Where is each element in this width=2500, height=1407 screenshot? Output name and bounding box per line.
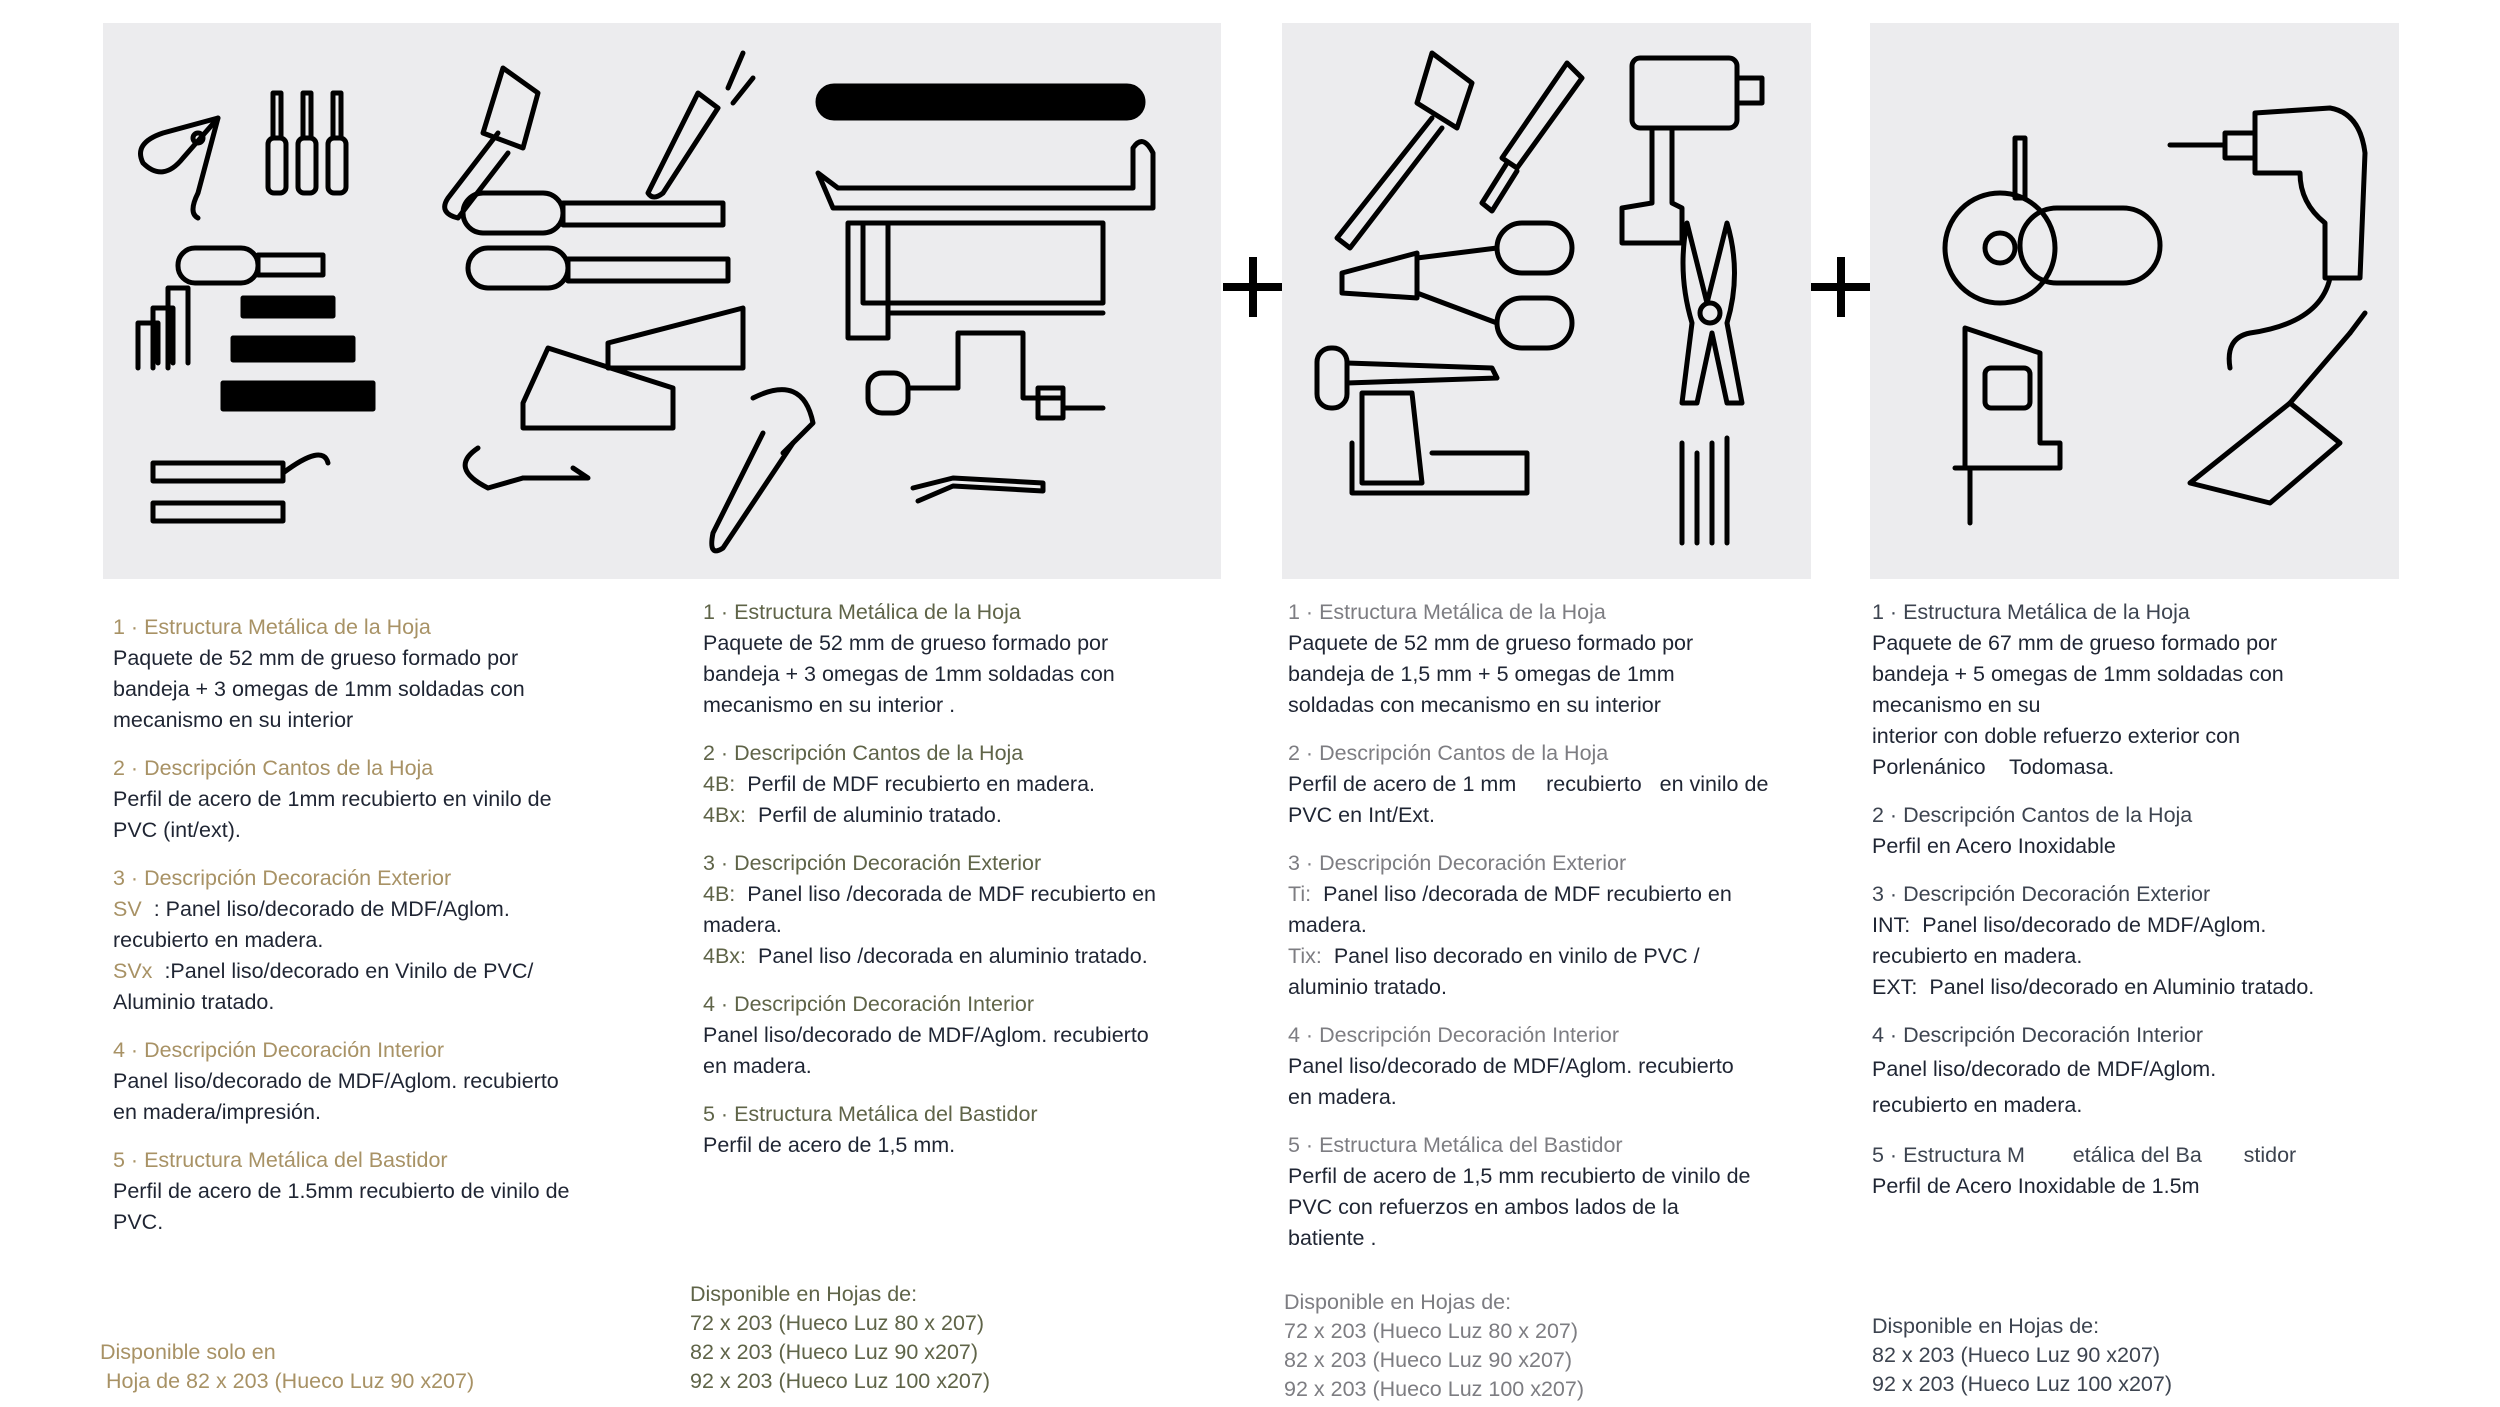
section-item <box>1288 941 1808 1003</box>
spec-section-3 <box>113 863 633 1018</box>
item-label: INT: <box>1872 913 1911 937</box>
section-heading: 3 · Descripción Decoración Exterior <box>703 851 1042 875</box>
section-body: Perfil de acero de 1 mm recubierto en vinilo de PVC en Int/Ext. <box>1288 772 1769 827</box>
section-heading: 2 · Descripción Cantos de la Hoja <box>703 741 1024 765</box>
section-body: Paquete de 52 mm de grueso formado por bandeja de 1,5 mm + 5 omegas de 1mm soldadas con mecanismo en su interior <box>1288 631 1694 717</box>
availability-size: 92 x 203 (Hueco Luz 100 x207) <box>1872 1372 2173 1396</box>
availability-size: 72 x 203 (Hueco Luz 80 x 207) <box>690 1311 985 1335</box>
section-body: Panel liso/decorado de MDF/Aglom. recubierto en madera/impresión. <box>113 1069 559 1124</box>
section-heading: 3 · Descripción Decoración Exterior <box>1288 851 1627 875</box>
availability-block <box>1872 1312 2172 1399</box>
availability-size: 82 x 203 (Hueco Luz 90 x207) <box>690 1340 979 1364</box>
section-body: Perfil de acero de 1.5mm recubierto de vinilo de PVC. <box>113 1179 570 1234</box>
section-heading: 1 · Estructura Metálica de la Hoja <box>703 600 1021 624</box>
availability-title: Disponible solo en <box>100 1340 276 1364</box>
bolt-cutter-icon <box>1342 223 1572 348</box>
availability-title: Disponible en Hojas de: <box>690 1282 918 1306</box>
item-text: Panel liso decorado en vinilo de PVC / aluminio tratado. <box>1288 944 1700 999</box>
availability-size: 92 x 203 (Hueco Luz 100 x207) <box>690 1369 991 1393</box>
spec-section-3 <box>1872 879 2392 1003</box>
item-label: 4Bx: <box>703 803 747 827</box>
section-body: Perfil de acero de 1mm recubierto en vinilo de PVC (int/ext). <box>113 787 552 842</box>
spec-section-1 <box>703 597 1223 721</box>
section-heading: 3 · Descripción Decoración Exterior <box>113 866 452 890</box>
jigsaw-icon <box>1955 328 2060 523</box>
plus-icon <box>1223 257 1283 317</box>
section-heading: 2 · Descripción Cantos de la Hoja <box>1872 803 2193 827</box>
section-item <box>1288 879 1808 941</box>
section-heading: 1 · Estructura Metálica de la Hoja <box>1288 600 1606 624</box>
tweezers-icon <box>913 478 1043 501</box>
chisel-icon <box>1482 63 1582 211</box>
item-text: Perfil de MDF recubierto en madera. <box>747 772 1096 796</box>
section-item <box>703 879 1223 941</box>
cutting-pliers-icon <box>465 448 588 488</box>
availability-block <box>100 1338 474 1396</box>
availability-block <box>1284 1288 1584 1404</box>
availability-title: Disponible en Hojas de: <box>1284 1290 1512 1314</box>
item-label: SV <box>113 897 142 921</box>
item-text: :Panel liso/decorado en Vinilo de PVC/ Aluminio tratado. <box>113 959 534 1014</box>
section-body: Paquete de 67 mm de grueso formado por bandeja + 5 omegas de 1mm soldadas con mecanismo en su interior con doble refuerzo exterior con Porlenánico Todomasa. <box>1872 631 2284 779</box>
availability-size: Hoja de 82 x 203 (Hueco Luz 90 x207) <box>100 1369 475 1393</box>
item-text: Panel liso /decorada de MDF recubierto en madera. <box>703 882 1157 937</box>
rotary-hammer-icon <box>2190 313 2365 503</box>
section-body: Panel liso/decorado de MDF/Aglom. recubierto en madera. <box>1872 1057 2217 1117</box>
spec-section-4 <box>1288 1020 1808 1113</box>
section-heading: 4 · Descripción Decoración Interior <box>1288 1023 1619 1047</box>
section-body: Panel liso/decorado de MDF/Aglom. recubierto en madera. <box>703 1023 1149 1078</box>
wedge-icon <box>523 308 743 428</box>
section-body: Paquete de 52 mm de grueso formado por bandeja + 3 omegas de 1mm soldadas con mecanismo en su interior . <box>703 631 1115 717</box>
availability-size: 72 x 203 (Hueco Luz 80 x 207) <box>1284 1319 1579 1343</box>
spec-section-5 <box>1872 1140 2392 1202</box>
spec-section-1 <box>1288 597 1808 721</box>
section-heading: 2 · Descripción Cantos de la Hoja <box>113 756 434 780</box>
item-text: Panel liso/decorado en Aluminio tratado. <box>1929 975 2315 999</box>
heavy-tools-illustration <box>1282 23 1811 579</box>
spec-section-5 <box>113 1145 633 1238</box>
hand-tools-panel <box>103 23 1221 579</box>
item-label: SVx <box>113 959 153 983</box>
hacksaw-icon <box>848 223 1103 338</box>
spec-section-4 <box>1872 1020 2392 1123</box>
section-body: Perfil en Acero Inoxidable <box>1872 834 2116 858</box>
spec-section-5 <box>1288 1130 1808 1254</box>
flashlight-icon <box>648 53 753 197</box>
hammer-icon <box>712 390 813 551</box>
power-tools-illustration <box>1870 23 2399 579</box>
section-heading: 1 · Estructura Metálica de la Hoja <box>1872 600 2190 624</box>
section-body: Panel liso/decorado de MDF/Aglom. recubierto en madera. <box>1288 1054 1734 1109</box>
item-label: 4Bx: <box>703 944 747 968</box>
power-tools-panel <box>1870 23 2399 579</box>
section-heading: 4 · Descripción Decoración Interior <box>1872 1023 2203 1047</box>
availability-block <box>690 1280 990 1396</box>
crowbar-icon <box>818 142 1153 208</box>
section-heading: 3 · Descripción Decoración Exterior <box>1872 882 2211 906</box>
item-text: Perfil de aluminio tratado. <box>758 803 1002 827</box>
spec-section-5 <box>703 1099 1223 1161</box>
cordless-drill-icon <box>1622 58 1762 243</box>
section-body: Perfil de acero de 1,5 mm recubierto de vinilo de PVC con refuerzos en ambos lados de la batiente . <box>1288 1164 1751 1250</box>
section-heading: 1 · Estructura Metálica de la Hoja <box>113 615 431 639</box>
pruning-shears-icon <box>1682 223 1742 403</box>
spec-section-1 <box>113 612 633 736</box>
hex-key-set-icon <box>138 288 188 368</box>
section-item <box>1872 972 2392 1003</box>
spec-section-2 <box>703 738 1223 831</box>
pipe-icon <box>818 86 1143 118</box>
section-heading: 4 · Descripción Decoración Interior <box>113 1038 444 1062</box>
section-item <box>703 800 1223 831</box>
drill-bits-icon <box>1682 438 1727 543</box>
item-text: : Panel liso/decorado de MDF/Aglom. recubierto en madera. <box>113 897 510 952</box>
section-heading: 5 · Estructura Metálica del Bastidor <box>1288 1133 1623 1157</box>
spec-column-1 <box>113 612 633 1255</box>
adjustable-pliers-icon <box>153 455 328 521</box>
spec-section-4 <box>113 1035 633 1128</box>
screwdriver-icon <box>178 193 728 288</box>
spec-section-4 <box>703 989 1223 1082</box>
electric-drill-icon <box>2170 108 2365 368</box>
pliers-icon <box>141 118 219 218</box>
spec-column-2 <box>703 597 1223 1178</box>
section-body: Perfil de Acero Inoxidable de 1.5m <box>1872 1174 2200 1198</box>
spec-section-2 <box>113 753 633 846</box>
item-label: Ti: <box>1288 882 1312 906</box>
heavy-tools-panel <box>1282 23 1811 579</box>
item-label: 4B: <box>703 882 736 906</box>
availability-title: Disponible en Hojas de: <box>1872 1314 2100 1338</box>
spec-section-3 <box>1288 848 1808 1003</box>
item-label: 4B: <box>703 772 736 796</box>
angle-grinder-icon <box>1945 138 2160 303</box>
spec-section-2 <box>1288 738 1808 831</box>
plus-icon <box>1811 257 1871 317</box>
spec-section-2 <box>1872 800 2392 862</box>
item-label: EXT: <box>1872 975 1918 999</box>
item-label: Tix: <box>1288 944 1322 968</box>
spec-section-1 <box>1872 597 2392 783</box>
section-heading: 2 · Descripción Cantos de la Hoja <box>1288 741 1609 765</box>
availability-size: 82 x 203 (Hueco Luz 90 x207) <box>1284 1348 1573 1372</box>
section-body: Perfil de acero de 1,5 mm. <box>703 1133 956 1157</box>
wrench-set-icon <box>223 298 373 409</box>
vise-icon <box>1317 348 1527 493</box>
spec-section-3 <box>703 848 1223 972</box>
section-item <box>703 941 1223 972</box>
item-text: Panel liso /decorada de MDF recubierto en madera. <box>1288 882 1732 937</box>
spec-column-3 <box>1288 597 1808 1271</box>
section-heading: 5 · Estructura Metálica del Bastidor <box>703 1102 1038 1126</box>
section-heading: 5 · Estructura M etálica del Ba stidor <box>1872 1143 2297 1167</box>
section-item <box>703 769 1223 800</box>
hand-tools-illustration <box>103 23 1221 579</box>
screwdriver-set-icon <box>268 93 346 193</box>
section-body: Paquete de 52 mm de grueso formado por bandeja + 3 omegas de 1mm soldadas con mecanismo en su interior <box>113 646 525 732</box>
sledgehammer-icon <box>1337 53 1472 248</box>
section-item <box>113 894 633 956</box>
availability-size: 82 x 203 (Hueco Luz 90 x207) <box>1872 1343 2161 1367</box>
hand-drill-icon <box>868 333 1103 418</box>
section-heading: 5 · Estructura Metálica del Bastidor <box>113 1148 448 1172</box>
section-heading: 4 · Descripción Decoración Interior <box>703 992 1034 1016</box>
spec-column-4 <box>1872 597 2392 1219</box>
item-text: Panel liso /decorada en aluminio tratado. <box>758 944 1148 968</box>
section-item <box>1872 910 2392 972</box>
availability-size: 92 x 203 (Hueco Luz 100 x207) <box>1284 1377 1585 1401</box>
item-text: Panel liso/decorado de MDF/Aglom. recubierto en madera. <box>1872 913 2267 968</box>
section-item <box>113 956 633 1018</box>
